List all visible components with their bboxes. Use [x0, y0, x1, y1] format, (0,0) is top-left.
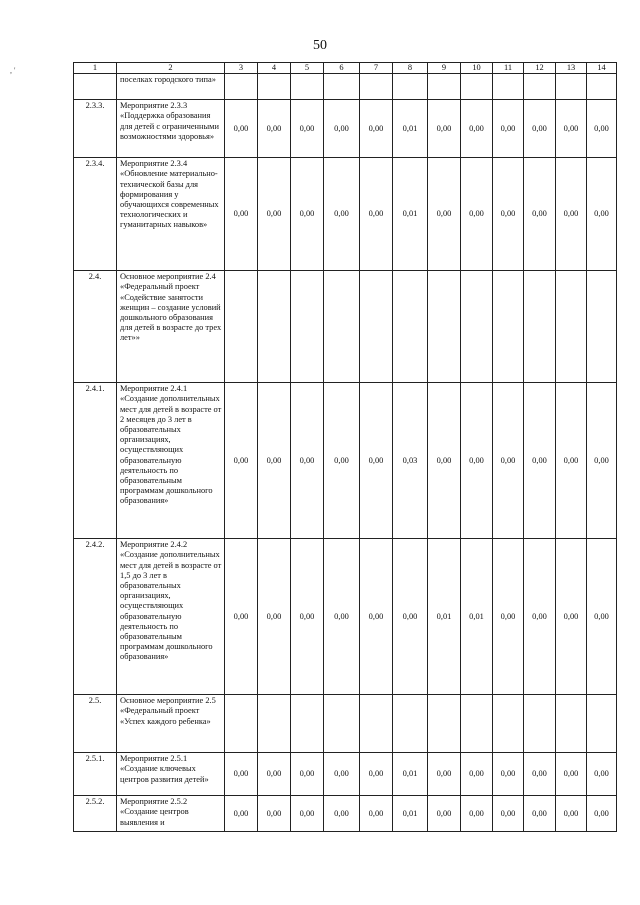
row-code — [74, 74, 117, 100]
row-name: Мероприятие 2.3.4 «Обновление материально-технической базы для формирования у обучающихся современных технологических и гуманитарных навыков» — [117, 158, 225, 271]
header-cell: 3 — [225, 63, 258, 74]
value-cell: 0,00 — [493, 539, 524, 695]
header-cell: 14 — [587, 63, 617, 74]
value-cell: 0,00 — [225, 100, 258, 158]
value-cell — [258, 695, 291, 753]
value-cell — [587, 74, 617, 100]
row-name: Мероприятие 2.5.1 «Создание ключевых центров развития детей» — [117, 753, 225, 796]
value-cell: 0,00 — [524, 383, 556, 539]
value-cell: 0,00 — [291, 796, 324, 832]
value-cell: 0,00 — [291, 100, 324, 158]
value-cell — [225, 695, 258, 753]
value-cell — [493, 271, 524, 383]
value-cell: 0,00 — [587, 383, 617, 539]
value-cell: 0,01 — [428, 539, 461, 695]
value-cell — [587, 695, 617, 753]
value-cell — [291, 695, 324, 753]
page-number: 50 — [313, 38, 327, 53]
value-cell: 0,00 — [258, 796, 291, 832]
header-cell: 2 — [117, 63, 225, 74]
value-cell: 0,00 — [324, 158, 360, 271]
row-code: 2.4. — [74, 271, 117, 383]
value-cell — [393, 695, 428, 753]
value-cell — [258, 271, 291, 383]
value-cell — [556, 695, 587, 753]
value-cell: 0,00 — [493, 100, 524, 158]
table-row — [74, 796, 617, 832]
value-cell: 0,00 — [324, 539, 360, 695]
value-cell: 0,00 — [461, 753, 493, 796]
value-cell: 0,00 — [324, 100, 360, 158]
value-cell: 0,00 — [225, 158, 258, 271]
value-cell: 0,00 — [524, 158, 556, 271]
margin-marks: , ' — [10, 66, 16, 75]
value-cell: 0,00 — [587, 539, 617, 695]
value-cell: 0,00 — [360, 158, 393, 271]
value-cell: 0,00 — [461, 158, 493, 271]
header-cell: 13 — [556, 63, 587, 74]
value-cell — [324, 695, 360, 753]
value-cell: 0,00 — [258, 753, 291, 796]
table-row — [74, 539, 617, 695]
value-cell: 0,00 — [493, 796, 524, 832]
value-cell — [524, 271, 556, 383]
value-cell — [556, 74, 587, 100]
value-cell: 0,00 — [587, 753, 617, 796]
value-cell — [225, 74, 258, 100]
value-cell — [493, 695, 524, 753]
row-code: 2.3.4. — [74, 158, 117, 271]
value-cell: 0,00 — [428, 796, 461, 832]
row-name: Мероприятие 2.4.1 «Создание дополнительных мест для детей в возрасте от 2 месяцев до 3 лет в образовательных организациях, осуществляющих образовательную деятельность по образовательным программам дошкольного образования» — [117, 383, 225, 539]
value-cell: 0,00 — [360, 383, 393, 539]
value-cell: 0,00 — [258, 383, 291, 539]
value-cell: 0,00 — [587, 796, 617, 832]
table-row — [74, 383, 617, 539]
header-cell: 1 — [74, 63, 117, 74]
value-cell: 0,00 — [291, 539, 324, 695]
row-code: 2.4.1. — [74, 383, 117, 539]
value-cell: 0,00 — [291, 753, 324, 796]
value-cell: 0,00 — [428, 158, 461, 271]
value-cell: 0,00 — [360, 100, 393, 158]
value-cell: 0,00 — [360, 753, 393, 796]
value-cell: 0,00 — [587, 100, 617, 158]
value-cell: 0,00 — [324, 796, 360, 832]
value-cell: 0,00 — [324, 383, 360, 539]
value-cell: 0,00 — [225, 539, 258, 695]
value-cell — [360, 695, 393, 753]
header-row — [74, 63, 617, 74]
value-cell — [291, 271, 324, 383]
value-cell — [324, 271, 360, 383]
value-cell: 0,00 — [291, 383, 324, 539]
value-cell: 0,00 — [556, 100, 587, 158]
table-row — [74, 100, 617, 158]
row-name: Основное мероприятие 2.4 «Федеральный проект «Содействие занятости женщин – создание условий дошкольного образования для детей в возрасте до трех лет»» — [117, 271, 225, 383]
value-cell — [324, 74, 360, 100]
table-row — [74, 271, 617, 383]
value-cell: 0,00 — [524, 100, 556, 158]
value-cell: 0,01 — [393, 158, 428, 271]
value-cell: 0,00 — [258, 158, 291, 271]
header-cell: 6 — [324, 63, 360, 74]
row-code: 2.3.3. — [74, 100, 117, 158]
value-cell: 0,00 — [493, 158, 524, 271]
value-cell: 0,00 — [225, 753, 258, 796]
value-cell: 0,00 — [360, 539, 393, 695]
budget-table — [73, 62, 617, 832]
value-cell — [258, 74, 291, 100]
value-cell: 0,00 — [393, 539, 428, 695]
value-cell: 0,03 — [393, 383, 428, 539]
value-cell: 0,00 — [461, 796, 493, 832]
value-cell — [393, 271, 428, 383]
value-cell: 0,00 — [258, 539, 291, 695]
value-cell: 0,00 — [461, 383, 493, 539]
value-cell — [461, 695, 493, 753]
value-cell — [524, 74, 556, 100]
value-cell: 0,00 — [587, 158, 617, 271]
value-cell: 0,00 — [225, 383, 258, 539]
value-cell — [360, 271, 393, 383]
value-cell: 0,00 — [258, 100, 291, 158]
value-cell: 0,00 — [493, 753, 524, 796]
row-name: Мероприятие 2.4.2 «Создание дополнительных мест для детей в возрасте от 1,5 до 3 лет в образовательных организациях, осуществляющих образовательную деятельность по образовательным программам дошкольного образования» — [117, 539, 225, 695]
value-cell: 0,00 — [524, 539, 556, 695]
value-cell: 0,00 — [556, 383, 587, 539]
value-cell: 0,00 — [428, 753, 461, 796]
value-cell — [524, 695, 556, 753]
value-cell: 0,00 — [291, 158, 324, 271]
value-cell — [461, 74, 493, 100]
table-row — [74, 753, 617, 796]
header-cell: 10 — [461, 63, 493, 74]
table-row — [74, 695, 617, 753]
value-cell — [428, 271, 461, 383]
header-cell: 7 — [360, 63, 393, 74]
value-cell: 0,00 — [556, 539, 587, 695]
value-cell: 0,00 — [360, 796, 393, 832]
value-cell — [225, 271, 258, 383]
value-cell: 0,00 — [493, 383, 524, 539]
row-code: 2.5.2. — [74, 796, 117, 832]
value-cell: 0,00 — [556, 796, 587, 832]
value-cell: 0,00 — [556, 158, 587, 271]
row-code: 2.4.2. — [74, 539, 117, 695]
table-row — [74, 74, 617, 100]
value-cell: 0,01 — [393, 100, 428, 158]
row-name: Основное мероприятие 2.5 «Федеральный проект «Успех каждого ребенка» — [117, 695, 225, 753]
value-cell — [291, 74, 324, 100]
value-cell: 0,00 — [225, 796, 258, 832]
value-cell: 0,00 — [524, 796, 556, 832]
header-cell: 8 — [393, 63, 428, 74]
value-cell: 0,01 — [393, 753, 428, 796]
value-cell: 0,01 — [393, 796, 428, 832]
header-cell: 12 — [524, 63, 556, 74]
row-code: 2.5.1. — [74, 753, 117, 796]
table-body — [74, 63, 617, 832]
value-cell — [428, 74, 461, 100]
value-cell: 0,00 — [428, 100, 461, 158]
header-cell: 5 — [291, 63, 324, 74]
value-cell: 0,00 — [461, 100, 493, 158]
value-cell: 0,00 — [556, 753, 587, 796]
value-cell: 0,01 — [461, 539, 493, 695]
header-cell: 11 — [493, 63, 524, 74]
table-row — [74, 158, 617, 271]
header-cell: 4 — [258, 63, 291, 74]
row-code: 2.5. — [74, 695, 117, 753]
value-cell — [556, 271, 587, 383]
table-container — [73, 62, 617, 832]
header-cell: 9 — [428, 63, 461, 74]
value-cell — [461, 271, 493, 383]
row-name: Мероприятие 2.5.2 «Создание центров выявления и — [117, 796, 225, 832]
value-cell — [587, 271, 617, 383]
value-cell — [360, 74, 393, 100]
value-cell — [428, 695, 461, 753]
value-cell — [393, 74, 428, 100]
value-cell: 0,00 — [428, 383, 461, 539]
value-cell: 0,00 — [524, 753, 556, 796]
value-cell: 0,00 — [324, 753, 360, 796]
row-name: Мероприятие 2.3.3 «Поддержка образования для детей с ограниченными возможностями здоровья» — [117, 100, 225, 158]
row-name: поселках городского типа» — [117, 74, 225, 100]
value-cell — [493, 74, 524, 100]
